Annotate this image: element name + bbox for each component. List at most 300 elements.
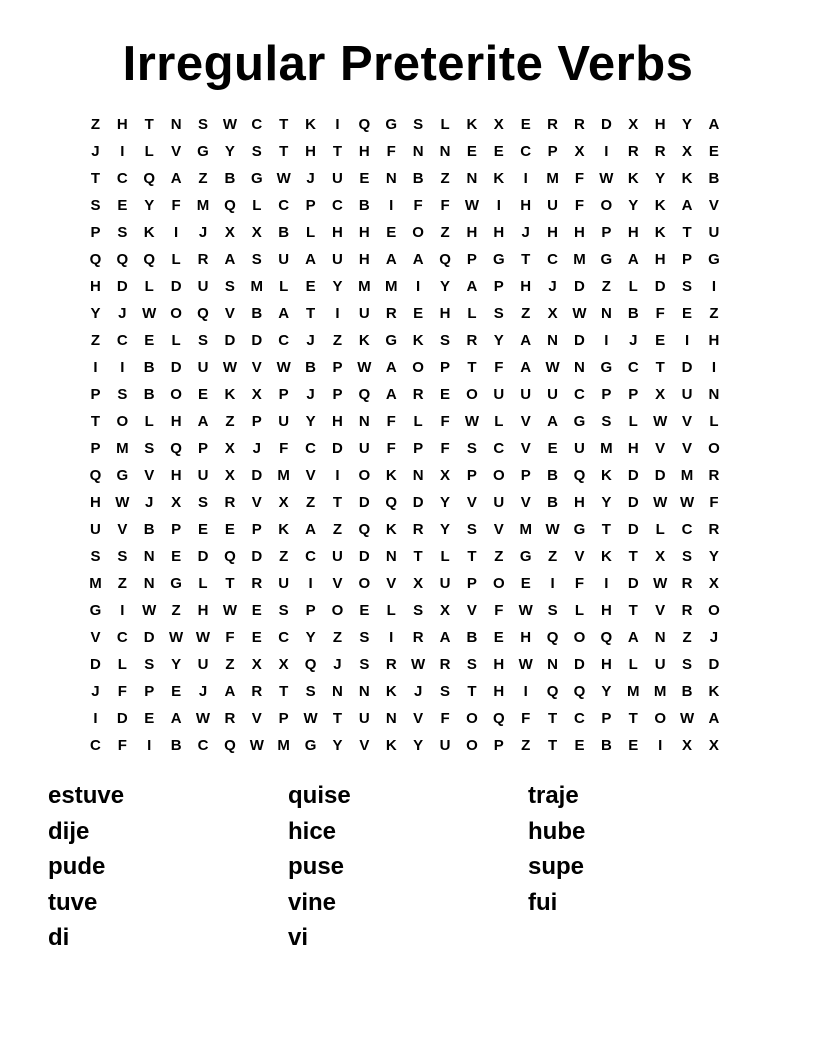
- grid-letter[interactable]: U: [278, 575, 290, 592]
- grid-letter[interactable]: F: [225, 629, 235, 646]
- grid-letter[interactable]: Q: [492, 710, 505, 727]
- grid-letter[interactable]: D: [627, 467, 639, 484]
- grid-letter[interactable]: Y: [144, 197, 155, 214]
- grid-letter[interactable]: Y: [440, 521, 451, 538]
- grid-letter[interactable]: Z: [548, 548, 558, 565]
- grid-letter[interactable]: J: [198, 224, 208, 241]
- grid-letter[interactable]: X: [440, 602, 451, 619]
- grid-letter[interactable]: I: [416, 278, 421, 295]
- grid-letter[interactable]: R: [681, 575, 693, 592]
- grid-letter[interactable]: V: [251, 710, 262, 727]
- grid-letter[interactable]: V: [682, 413, 693, 430]
- grid-letter[interactable]: U: [547, 197, 558, 214]
- grid-letter[interactable]: W: [411, 656, 426, 673]
- grid-letter[interactable]: V: [574, 548, 585, 565]
- grid-letter[interactable]: S: [466, 521, 477, 538]
- grid-letter[interactable]: I: [684, 332, 690, 349]
- grid-letter[interactable]: S: [251, 143, 262, 160]
- grid-letter[interactable]: Q: [573, 683, 586, 700]
- grid-letter[interactable]: H: [600, 602, 612, 619]
- grid-letter[interactable]: J: [333, 656, 342, 673]
- grid-letter[interactable]: H: [197, 602, 209, 619]
- grid-letter[interactable]: E: [117, 197, 128, 214]
- grid-letter[interactable]: F: [655, 305, 665, 322]
- grid-letter[interactable]: F: [413, 197, 423, 214]
- grid-letter[interactable]: R: [251, 683, 263, 700]
- grid-letter[interactable]: U: [197, 278, 209, 295]
- grid-letter[interactable]: W: [195, 710, 211, 727]
- grid-letter[interactable]: P: [171, 521, 182, 538]
- grid-letter[interactable]: Z: [440, 224, 450, 241]
- grid-letter[interactable]: W: [464, 197, 479, 214]
- grid-letter[interactable]: C: [116, 629, 128, 646]
- grid-letter[interactable]: D: [627, 575, 639, 592]
- grid-letter[interactable]: L: [198, 575, 208, 592]
- grid-letter[interactable]: G: [385, 116, 398, 133]
- grid-letter[interactable]: P: [305, 602, 316, 619]
- grid-letter[interactable]: C: [305, 548, 316, 565]
- grid-letter[interactable]: A: [412, 251, 424, 268]
- grid-letter[interactable]: I: [523, 683, 528, 700]
- grid-letter[interactable]: L: [252, 197, 262, 214]
- grid-letter[interactable]: B: [681, 683, 693, 700]
- grid-letter[interactable]: K: [385, 737, 397, 754]
- grid-letter[interactable]: P: [520, 467, 531, 484]
- grid-letter[interactable]: U: [197, 359, 209, 376]
- grid-letter[interactable]: X: [224, 467, 235, 484]
- grid-letter[interactable]: J: [91, 143, 100, 160]
- grid-letter[interactable]: S: [359, 656, 370, 673]
- grid-letter[interactable]: F: [574, 197, 585, 214]
- grid-letter[interactable]: H: [439, 305, 451, 322]
- grid-letter[interactable]: Z: [198, 170, 208, 187]
- grid-letter[interactable]: L: [386, 602, 396, 619]
- grid-letter[interactable]: M: [519, 521, 532, 538]
- grid-letter[interactable]: K: [466, 116, 478, 133]
- grid-letter[interactable]: J: [306, 386, 315, 403]
- grid-letter[interactable]: C: [520, 143, 532, 160]
- grid-letter[interactable]: V: [413, 710, 424, 727]
- grid-letter[interactable]: W: [653, 413, 668, 430]
- grid-letter[interactable]: T: [332, 494, 343, 511]
- grid-letter[interactable]: F: [440, 440, 450, 457]
- grid-letter[interactable]: K: [143, 224, 155, 241]
- grid-letter[interactable]: I: [335, 305, 340, 322]
- grid-letter[interactable]: V: [251, 359, 262, 376]
- grid-letter[interactable]: L: [279, 278, 289, 295]
- grid-letter[interactable]: T: [601, 521, 611, 538]
- grid-letter[interactable]: T: [305, 305, 316, 322]
- grid-letter[interactable]: H: [574, 494, 585, 511]
- grid-letter[interactable]: I: [550, 575, 555, 592]
- grid-letter[interactable]: H: [90, 494, 101, 511]
- grid-letter[interactable]: S: [117, 548, 128, 565]
- grid-letter[interactable]: T: [467, 548, 477, 565]
- grid-letter[interactable]: A: [278, 305, 290, 322]
- grid-letter[interactable]: F: [117, 737, 127, 754]
- grid-letter[interactable]: S: [90, 548, 101, 565]
- grid-letter[interactable]: T: [225, 575, 235, 592]
- grid-letter[interactable]: K: [305, 116, 316, 133]
- grid-letter[interactable]: X: [628, 116, 639, 133]
- grid-letter[interactable]: Q: [600, 629, 613, 646]
- grid-letter[interactable]: C: [574, 386, 585, 403]
- grid-letter[interactable]: D: [224, 332, 236, 349]
- grid-letter[interactable]: S: [466, 440, 477, 457]
- grid-letter[interactable]: K: [493, 170, 505, 187]
- grid-letter[interactable]: M: [600, 440, 613, 457]
- grid-letter[interactable]: N: [708, 386, 720, 403]
- grid-letter[interactable]: L: [628, 413, 638, 430]
- grid-letter[interactable]: M: [250, 278, 264, 295]
- grid-letter[interactable]: I: [120, 143, 125, 160]
- grid-letter[interactable]: Z: [90, 332, 101, 349]
- grid-letter[interactable]: D: [251, 467, 263, 484]
- grid-letter[interactable]: K: [600, 467, 612, 484]
- grid-letter[interactable]: T: [548, 737, 558, 754]
- grid-letter[interactable]: G: [385, 332, 398, 349]
- grid-letter[interactable]: D: [170, 359, 182, 376]
- grid-letter[interactable]: S: [547, 602, 558, 619]
- grid-letter[interactable]: U: [278, 413, 290, 430]
- grid-letter[interactable]: S: [440, 683, 451, 700]
- grid-letter[interactable]: M: [277, 737, 290, 754]
- grid-letter[interactable]: E: [359, 602, 370, 619]
- grid-letter[interactable]: X: [493, 116, 504, 133]
- grid-letter[interactable]: G: [304, 737, 317, 754]
- grid-letter[interactable]: P: [493, 278, 504, 295]
- grid-letter[interactable]: C: [493, 440, 505, 457]
- grid-letter[interactable]: X: [224, 224, 235, 241]
- grid-letter[interactable]: X: [682, 143, 693, 160]
- grid-letter[interactable]: A: [439, 629, 451, 646]
- grid-letter[interactable]: L: [144, 143, 154, 160]
- grid-letter[interactable]: T: [628, 548, 638, 565]
- grid-letter[interactable]: E: [386, 224, 397, 241]
- grid-letter[interactable]: S: [440, 332, 451, 349]
- grid-letter[interactable]: Y: [601, 494, 612, 511]
- grid-letter[interactable]: A: [170, 170, 182, 187]
- grid-letter[interactable]: F: [494, 602, 504, 619]
- grid-letter[interactable]: N: [654, 629, 666, 646]
- grid-letter[interactable]: O: [116, 413, 129, 430]
- grid-letter[interactable]: A: [385, 359, 397, 376]
- grid-letter[interactable]: J: [198, 683, 208, 700]
- grid-letter[interactable]: O: [331, 602, 344, 619]
- grid-letter[interactable]: D: [90, 656, 101, 673]
- grid-letter[interactable]: V: [520, 440, 531, 457]
- grid-letter[interactable]: C: [574, 710, 585, 727]
- grid-letter[interactable]: R: [466, 332, 478, 349]
- grid-letter[interactable]: W: [653, 575, 668, 592]
- grid-letter[interactable]: O: [466, 386, 478, 403]
- grid-letter[interactable]: I: [658, 737, 663, 754]
- grid-letter[interactable]: V: [171, 143, 182, 160]
- grid-letter[interactable]: Y: [305, 413, 316, 430]
- grid-letter[interactable]: W: [599, 170, 614, 187]
- grid-letter[interactable]: Z: [494, 548, 504, 565]
- grid-letter[interactable]: S: [117, 386, 128, 403]
- grid-letter[interactable]: S: [198, 494, 209, 511]
- grid-letter[interactable]: M: [546, 170, 559, 187]
- grid-letter[interactable]: I: [120, 602, 125, 619]
- grid-letter[interactable]: K: [278, 521, 290, 538]
- grid-letter[interactable]: W: [303, 710, 318, 727]
- grid-letter[interactable]: Y: [628, 197, 639, 214]
- grid-letter[interactable]: Z: [305, 494, 316, 511]
- grid-letter[interactable]: A: [466, 278, 478, 295]
- grid-letter[interactable]: Q: [573, 467, 586, 484]
- grid-letter[interactable]: R: [412, 386, 424, 403]
- grid-letter[interactable]: J: [548, 278, 557, 295]
- grid-letter[interactable]: E: [198, 521, 209, 538]
- grid-letter[interactable]: A: [197, 413, 209, 430]
- grid-letter[interactable]: A: [520, 332, 532, 349]
- grid-letter[interactable]: X: [171, 494, 182, 511]
- grid-letter[interactable]: M: [384, 278, 398, 295]
- grid-letter[interactable]: S: [117, 224, 128, 241]
- grid-letter[interactable]: Y: [305, 629, 316, 646]
- grid-letter[interactable]: Y: [655, 170, 666, 187]
- grid-letter[interactable]: U: [493, 386, 505, 403]
- grid-letter[interactable]: D: [197, 548, 209, 565]
- grid-letter[interactable]: C: [278, 197, 290, 214]
- grid-letter[interactable]: B: [305, 359, 316, 376]
- grid-letter[interactable]: H: [627, 440, 639, 457]
- grid-letter[interactable]: U: [197, 656, 209, 673]
- grid-letter[interactable]: O: [708, 602, 720, 619]
- grid-letter[interactable]: I: [174, 224, 179, 241]
- grid-letter[interactable]: X: [278, 494, 289, 511]
- grid-letter[interactable]: H: [170, 413, 182, 430]
- grid-letter[interactable]: O: [466, 710, 478, 727]
- grid-letter[interactable]: L: [655, 521, 665, 538]
- grid-letter[interactable]: R: [547, 116, 558, 133]
- grid-letter[interactable]: N: [547, 656, 558, 673]
- grid-letter[interactable]: Y: [682, 116, 693, 133]
- grid-letter[interactable]: C: [547, 251, 558, 268]
- grid-letter[interactable]: Q: [143, 251, 156, 268]
- grid-letter[interactable]: F: [440, 413, 450, 430]
- grid-letter[interactable]: R: [708, 521, 720, 538]
- grid-letter[interactable]: M: [277, 467, 290, 484]
- grid-letter[interactable]: I: [308, 575, 313, 592]
- grid-letter[interactable]: N: [439, 143, 451, 160]
- grid-letter[interactable]: C: [681, 521, 693, 538]
- grid-letter[interactable]: H: [466, 224, 478, 241]
- grid-letter[interactable]: C: [627, 359, 639, 376]
- grid-letter[interactable]: I: [523, 170, 528, 187]
- grid-letter[interactable]: W: [169, 629, 184, 646]
- grid-letter[interactable]: B: [143, 521, 155, 538]
- grid-letter[interactable]: P: [466, 467, 477, 484]
- grid-letter[interactable]: B: [627, 305, 639, 322]
- grid-letter[interactable]: U: [278, 251, 290, 268]
- grid-letter[interactable]: P: [90, 386, 101, 403]
- grid-letter[interactable]: N: [385, 170, 397, 187]
- grid-letter[interactable]: Z: [521, 305, 531, 322]
- grid-letter[interactable]: L: [171, 251, 181, 268]
- grid-letter[interactable]: S: [682, 278, 693, 295]
- grid-letter[interactable]: Z: [521, 737, 531, 754]
- grid-letter[interactable]: W: [222, 359, 237, 376]
- grid-letter[interactable]: E: [171, 548, 182, 565]
- grid-letter[interactable]: U: [654, 656, 666, 673]
- grid-letter[interactable]: M: [196, 197, 210, 214]
- grid-letter[interactable]: I: [335, 116, 340, 133]
- grid-letter[interactable]: E: [251, 629, 262, 646]
- grid-letter[interactable]: O: [358, 467, 371, 484]
- grid-letter[interactable]: N: [143, 548, 155, 565]
- grid-letter[interactable]: U: [681, 386, 693, 403]
- grid-letter[interactable]: U: [358, 305, 370, 322]
- grid-letter[interactable]: V: [117, 521, 128, 538]
- grid-letter[interactable]: Z: [90, 116, 101, 133]
- grid-letter[interactable]: S: [251, 251, 262, 268]
- grid-letter[interactable]: K: [681, 170, 693, 187]
- grid-letter[interactable]: E: [493, 143, 504, 160]
- grid-letter[interactable]: U: [439, 575, 451, 592]
- grid-letter[interactable]: L: [144, 278, 154, 295]
- grid-letter[interactable]: E: [574, 737, 585, 754]
- grid-letter[interactable]: W: [653, 494, 668, 511]
- grid-letter[interactable]: G: [250, 170, 263, 187]
- grid-letter[interactable]: T: [521, 251, 531, 268]
- grid-letter[interactable]: N: [412, 467, 424, 484]
- grid-letter[interactable]: S: [682, 656, 693, 673]
- grid-letter[interactable]: R: [681, 602, 693, 619]
- grid-letter[interactable]: N: [143, 575, 155, 592]
- grid-letter[interactable]: L: [709, 413, 719, 430]
- grid-letter[interactable]: E: [171, 683, 182, 700]
- grid-letter[interactable]: W: [249, 737, 264, 754]
- grid-letter[interactable]: V: [359, 737, 370, 754]
- grid-letter[interactable]: V: [90, 629, 101, 646]
- grid-letter[interactable]: T: [467, 359, 477, 376]
- grid-letter[interactable]: O: [654, 710, 666, 727]
- grid-letter[interactable]: H: [627, 224, 639, 241]
- grid-letter[interactable]: R: [197, 251, 209, 268]
- grid-letter[interactable]: V: [466, 494, 477, 511]
- grid-letter[interactable]: N: [547, 332, 558, 349]
- grid-letter[interactable]: A: [305, 251, 316, 268]
- grid-letter[interactable]: A: [224, 251, 236, 268]
- grid-letter[interactable]: F: [574, 170, 585, 187]
- grid-letter[interactable]: L: [628, 278, 638, 295]
- grid-letter[interactable]: D: [358, 494, 370, 511]
- grid-letter[interactable]: R: [224, 494, 236, 511]
- grid-letter[interactable]: I: [147, 737, 152, 754]
- grid-letter[interactable]: Y: [493, 332, 504, 349]
- grid-letter[interactable]: A: [224, 683, 236, 700]
- grid-letter[interactable]: F: [386, 413, 396, 430]
- grid-letter[interactable]: C: [332, 197, 343, 214]
- grid-letter[interactable]: B: [412, 170, 424, 187]
- grid-letter[interactable]: D: [654, 467, 666, 484]
- grid-letter[interactable]: K: [385, 683, 397, 700]
- grid-letter[interactable]: I: [711, 278, 717, 295]
- grid-letter[interactable]: K: [627, 170, 639, 187]
- grid-letter[interactable]: Q: [116, 251, 129, 268]
- grid-letter[interactable]: N: [385, 548, 397, 565]
- grid-letter[interactable]: O: [492, 575, 505, 592]
- grid-letter[interactable]: M: [627, 683, 640, 700]
- grid-letter[interactable]: C: [116, 332, 128, 349]
- grid-letter[interactable]: X: [413, 575, 424, 592]
- grid-letter[interactable]: P: [601, 224, 612, 241]
- grid-letter[interactable]: G: [708, 251, 720, 268]
- grid-letter[interactable]: P: [628, 386, 639, 403]
- grid-letter[interactable]: W: [276, 170, 291, 187]
- grid-letter[interactable]: L: [440, 548, 450, 565]
- grid-letter[interactable]: D: [332, 440, 343, 457]
- grid-letter[interactable]: X: [224, 440, 235, 457]
- grid-letter[interactable]: P: [90, 440, 101, 457]
- grid-letter[interactable]: R: [251, 575, 263, 592]
- grid-letter[interactable]: J: [306, 170, 315, 187]
- grid-letter[interactable]: O: [466, 737, 478, 754]
- grid-letter[interactable]: U: [493, 494, 505, 511]
- grid-letter[interactable]: C: [278, 332, 290, 349]
- grid-letter[interactable]: W: [679, 494, 695, 511]
- grid-letter[interactable]: V: [655, 440, 666, 457]
- grid-letter[interactable]: C: [197, 737, 209, 754]
- grid-letter[interactable]: A: [681, 197, 693, 214]
- grid-letter[interactable]: L: [305, 224, 316, 241]
- grid-letter[interactable]: N: [466, 170, 478, 187]
- grid-letter[interactable]: H: [332, 224, 343, 241]
- grid-letter[interactable]: G: [600, 251, 613, 268]
- grid-letter[interactable]: F: [386, 143, 396, 160]
- grid-letter[interactable]: L: [413, 413, 423, 430]
- grid-letter[interactable]: W: [357, 359, 372, 376]
- grid-letter[interactable]: G: [170, 575, 182, 592]
- grid-letter[interactable]: K: [708, 683, 720, 700]
- grid-letter[interactable]: Z: [279, 548, 289, 565]
- grid-letter[interactable]: E: [144, 332, 155, 349]
- grid-letter[interactable]: S: [144, 656, 155, 673]
- grid-letter[interactable]: W: [572, 305, 587, 322]
- grid-letter[interactable]: U: [90, 521, 101, 538]
- grid-letter[interactable]: B: [143, 359, 155, 376]
- grid-letter[interactable]: O: [412, 359, 424, 376]
- grid-letter[interactable]: Q: [358, 116, 371, 133]
- grid-letter[interactable]: O: [412, 224, 424, 241]
- grid-letter[interactable]: E: [224, 521, 235, 538]
- grid-letter[interactable]: M: [573, 251, 586, 268]
- grid-letter[interactable]: R: [412, 629, 424, 646]
- grid-letter[interactable]: W: [518, 602, 533, 619]
- grid-letter[interactable]: Q: [143, 170, 156, 187]
- grid-letter[interactable]: W: [518, 656, 533, 673]
- grid-letter[interactable]: N: [412, 143, 424, 160]
- grid-letter[interactable]: W: [195, 629, 211, 646]
- grid-letter[interactable]: Z: [332, 332, 343, 349]
- grid-letter[interactable]: J: [252, 440, 261, 457]
- grid-letter[interactable]: V: [493, 521, 504, 538]
- grid-letter[interactable]: H: [90, 278, 101, 295]
- grid-letter[interactable]: E: [628, 737, 639, 754]
- grid-letter[interactable]: J: [709, 629, 719, 646]
- grid-letter[interactable]: F: [494, 359, 504, 376]
- grid-letter[interactable]: F: [279, 440, 289, 457]
- grid-letter[interactable]: X: [682, 737, 693, 754]
- grid-letter[interactable]: V: [520, 494, 531, 511]
- grid-letter[interactable]: M: [653, 683, 667, 700]
- grid-letter[interactable]: O: [170, 386, 182, 403]
- grid-letter[interactable]: H: [493, 683, 505, 700]
- grid-letter[interactable]: A: [520, 359, 532, 376]
